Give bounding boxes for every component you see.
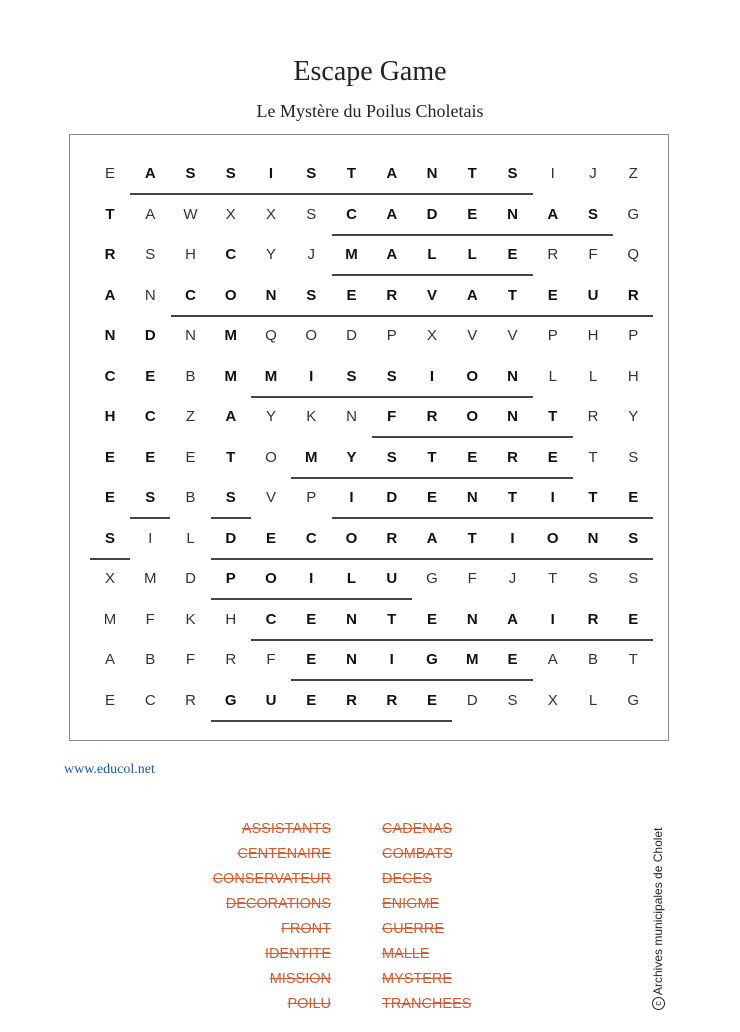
grid-cell[interactable]: E xyxy=(426,489,437,506)
grid-cell[interactable]: E xyxy=(467,448,478,466)
grid-cell[interactable]: U xyxy=(386,570,398,587)
grid-cell[interactable]: U xyxy=(587,286,599,304)
grid-cell[interactable]: E xyxy=(306,691,317,709)
grid-cell[interactable]: B xyxy=(145,651,156,668)
word-list-item: IDENTITE xyxy=(264,946,331,962)
found-word-line xyxy=(251,639,653,641)
grid-cell[interactable]: E xyxy=(547,286,558,304)
grid-cell[interactable]: T xyxy=(387,610,397,628)
word-list-left xyxy=(213,817,331,1017)
grid-cell[interactable]: R xyxy=(507,448,518,466)
grid-cell[interactable]: E xyxy=(547,448,558,466)
grid-cell[interactable]: D xyxy=(386,489,398,506)
grid-cell[interactable]: M xyxy=(345,246,358,263)
grid-cell[interactable]: C xyxy=(185,286,196,304)
found-word-line xyxy=(130,517,170,519)
grid-cell[interactable]: Z xyxy=(628,165,638,182)
grid-cell[interactable]: N xyxy=(265,286,277,304)
grid-cell[interactable]: E xyxy=(628,489,639,506)
educol-link[interactable]: www.educol.net xyxy=(64,762,155,777)
grid-cell[interactable]: E xyxy=(185,448,196,466)
grid-cell[interactable]: P xyxy=(628,327,639,344)
grid-cell[interactable]: S xyxy=(225,489,236,506)
word-list-item: ENIGME xyxy=(382,896,440,912)
word-list-item: FRONT xyxy=(281,921,331,937)
grid-cell[interactable]: E xyxy=(628,610,639,628)
grid-cell[interactable]: S xyxy=(628,448,639,466)
grid-cell[interactable]: O xyxy=(305,327,318,344)
grid-cell[interactable]: M xyxy=(224,327,237,344)
grid-cell[interactable]: I xyxy=(429,367,435,385)
grid-cell[interactable]: F xyxy=(266,651,276,668)
grid-cell[interactable]: R xyxy=(386,529,398,547)
grid-cell[interactable]: E xyxy=(306,610,317,628)
grid-cell[interactable]: Q xyxy=(265,327,277,344)
grid-cell[interactable]: I xyxy=(148,529,153,547)
grid-cell[interactable]: Y xyxy=(346,448,357,466)
grid-cell[interactable]: O xyxy=(265,448,277,466)
grid-cell[interactable]: A xyxy=(386,165,398,182)
grid-cell[interactable]: M xyxy=(466,651,479,668)
grid-cell[interactable]: S xyxy=(386,367,397,385)
grid-cell[interactable]: I xyxy=(268,165,274,182)
grid-cell[interactable]: L xyxy=(588,691,598,709)
grid-cell[interactable]: F xyxy=(588,246,598,263)
found-word-line xyxy=(332,274,533,276)
page-title: Escape Game xyxy=(293,56,447,87)
grid-cell[interactable]: I xyxy=(309,570,314,587)
grid-cell[interactable]: E xyxy=(104,489,115,506)
found-word-line xyxy=(372,436,573,438)
grid-cell[interactable]: A xyxy=(225,408,237,425)
grid-cell[interactable]: S xyxy=(306,165,317,182)
grid-cell[interactable]: O xyxy=(265,570,277,587)
grid-cell[interactable]: Z xyxy=(185,408,196,425)
grid-cell[interactable]: D xyxy=(466,691,478,709)
grid-cell[interactable]: H xyxy=(104,408,116,425)
grid-cell[interactable]: C xyxy=(305,529,317,547)
grid-cell[interactable]: D xyxy=(346,327,357,344)
grid-cell[interactable]: U xyxy=(265,691,277,709)
grid-cell[interactable]: L xyxy=(548,367,557,385)
grid-cell[interactable]: T xyxy=(105,205,115,223)
grid-cell[interactable]: F xyxy=(467,570,477,587)
grid-cell[interactable]: F xyxy=(145,610,155,628)
grid-cell[interactable]: R xyxy=(627,286,639,304)
grid-cell[interactable]: I xyxy=(349,489,354,506)
credit-label: Archives municipales de Cholet xyxy=(651,827,665,995)
found-word-line xyxy=(211,558,654,560)
grid-cell[interactable]: E xyxy=(306,651,317,668)
grid-cell[interactable]: S xyxy=(145,489,156,506)
grid-cell[interactable]: B xyxy=(185,367,196,385)
grid-cell[interactable]: I xyxy=(550,165,555,182)
grid-cell[interactable]: J xyxy=(589,165,597,182)
found-word-line xyxy=(90,558,130,560)
grid-cell[interactable]: C xyxy=(104,367,116,385)
grid-cell[interactable]: F xyxy=(387,408,397,425)
grid-cell[interactable]: N xyxy=(507,367,518,385)
grid-cell[interactable]: T xyxy=(588,448,598,466)
grid-cell[interactable]: N xyxy=(426,165,438,182)
grid-cell[interactable]: X xyxy=(426,327,437,344)
found-word-line xyxy=(211,720,452,722)
grid-cell[interactable]: P xyxy=(225,570,236,587)
grid-cell[interactable]: S xyxy=(587,205,598,223)
grid-cell[interactable]: N xyxy=(346,408,357,425)
grid-cell[interactable]: P xyxy=(306,489,317,506)
word-list-item: DECES xyxy=(382,871,432,887)
found-word-line xyxy=(171,315,654,317)
grid-cell[interactable]: V xyxy=(467,327,478,344)
grid-cell[interactable]: R xyxy=(386,691,398,709)
grid-cell[interactable]: I xyxy=(309,367,314,385)
grid-cell[interactable]: A xyxy=(386,246,398,263)
grid-cell[interactable]: V xyxy=(426,286,437,304)
grid-cell[interactable]: H xyxy=(185,246,196,263)
grid-cell[interactable]: A xyxy=(507,610,518,628)
grid-cell[interactable]: F xyxy=(185,651,196,668)
grid-cell[interactable]: T xyxy=(467,529,477,547)
grid-cell[interactable]: M xyxy=(103,610,117,628)
grid-cell[interactable]: E xyxy=(507,246,518,263)
found-word-line xyxy=(251,396,533,398)
grid-cell[interactable]: D xyxy=(225,529,237,547)
grid-cell[interactable]: C xyxy=(265,610,277,628)
grid-cell[interactable]: E xyxy=(104,691,115,709)
grid-cell[interactable]: R xyxy=(346,691,357,709)
found-word-line xyxy=(291,679,532,681)
grid-cell[interactable]: X xyxy=(547,691,558,709)
grid-cell[interactable]: P xyxy=(547,327,558,344)
word-list-right xyxy=(382,817,471,1017)
grid-cell[interactable]: A xyxy=(145,205,156,223)
grid-cell[interactable]: Q xyxy=(627,246,640,263)
grid-cell[interactable]: R xyxy=(386,286,398,304)
grid-cell[interactable]: I xyxy=(389,651,394,668)
grid-cell[interactable]: T xyxy=(628,651,638,668)
grid-cell[interactable]: Y xyxy=(265,408,276,425)
page-subtitle: Le Mystère du Poilus Choletais xyxy=(256,101,484,121)
grid-cell[interactable]: M xyxy=(264,367,278,385)
grid-cell[interactable]: M xyxy=(144,570,157,587)
grid-cell[interactable]: T xyxy=(507,489,518,506)
grid-cell[interactable]: D xyxy=(426,205,438,223)
grid-cell[interactable]: L xyxy=(346,570,357,587)
grid-cell[interactable]: A xyxy=(547,651,558,668)
grid-cell[interactable]: B xyxy=(185,489,196,506)
grid-cell[interactable]: E xyxy=(426,610,437,628)
found-word-line xyxy=(291,477,573,479)
grid-cell[interactable]: M xyxy=(224,367,237,385)
grid-cell[interactable]: O xyxy=(224,286,237,304)
grid-cell[interactable]: T xyxy=(226,448,236,466)
grid-cell[interactable]: R xyxy=(547,246,559,263)
grid-cell[interactable]: G xyxy=(426,570,438,587)
grid-cell[interactable]: N xyxy=(144,286,156,304)
grid-cell[interactable]: N xyxy=(346,610,357,628)
grid-cell[interactable]: E xyxy=(265,529,276,547)
grid-cell[interactable]: T xyxy=(346,165,357,182)
grid-cell[interactable]: A xyxy=(104,286,116,304)
grid-cell[interactable]: C xyxy=(144,408,156,425)
grid-cell[interactable]: O xyxy=(466,408,479,425)
grid-cell[interactable]: T xyxy=(507,286,518,304)
grid-cell[interactable]: A xyxy=(426,529,438,547)
grid-cell[interactable]: R xyxy=(225,651,237,668)
word-list-item: CENTENAIRE xyxy=(237,846,331,862)
grid-cell[interactable]: Y xyxy=(265,246,276,263)
word-list-item: COMBATS xyxy=(382,846,453,862)
word-list-item: ASSISTANTS xyxy=(241,821,331,837)
found-word-line xyxy=(332,234,614,236)
grid-cell[interactable]: L xyxy=(427,246,437,263)
word-list-item: MALLE xyxy=(382,946,430,962)
word-list-item: GUERRE xyxy=(382,921,445,937)
grid-cell[interactable]: A xyxy=(547,205,559,223)
grid-cell[interactable]: O xyxy=(466,367,479,385)
found-word-line xyxy=(332,517,654,519)
grid-cell[interactable]: A xyxy=(466,286,478,304)
grid-cell[interactable]: S xyxy=(346,367,357,385)
grid-cell[interactable]: N xyxy=(466,489,478,506)
grid-cell[interactable]: S xyxy=(386,448,397,466)
grid-cell[interactable]: E xyxy=(467,205,478,223)
grid-cell[interactable]: S xyxy=(104,529,115,547)
word-list-item: CADENAS xyxy=(382,821,453,837)
grid-cell[interactable]: E xyxy=(426,691,437,709)
grid-cell[interactable]: K xyxy=(306,408,317,425)
grid-cell[interactable]: D xyxy=(144,327,156,344)
grid-cell[interactable]: K xyxy=(185,610,196,628)
grid-cell[interactable]: T xyxy=(467,165,477,182)
grid-cell[interactable]: N xyxy=(466,610,478,628)
grid-cell[interactable]: D xyxy=(185,570,196,587)
grid-cell[interactable]: X xyxy=(104,570,115,587)
grid-cell[interactable]: E xyxy=(507,651,518,668)
found-word-line xyxy=(130,193,532,195)
grid-cell[interactable]: E xyxy=(145,367,156,385)
grid-cell[interactable]: S xyxy=(145,246,156,263)
grid-cell[interactable]: J xyxy=(307,246,315,263)
grid-cell[interactable]: C xyxy=(144,691,156,709)
grid-cell[interactable]: I xyxy=(510,529,515,547)
word-list-item: CONSERVATEUR xyxy=(212,871,331,887)
grid-cell[interactable]: R xyxy=(587,610,599,628)
word-list-item: MISSION xyxy=(269,971,331,987)
grid-cell[interactable]: V xyxy=(265,489,276,506)
grid-cell[interactable]: I xyxy=(550,489,555,506)
grid-cell[interactable]: G xyxy=(426,651,438,668)
credit-text xyxy=(650,810,666,1010)
grid-cell[interactable]: S xyxy=(587,570,598,587)
found-word-line xyxy=(211,517,251,519)
grid-cell[interactable]: N xyxy=(507,408,518,425)
grid-cell[interactable]: R xyxy=(104,246,116,263)
grid-cell[interactable]: A xyxy=(104,651,115,668)
word-list-item: POILU xyxy=(287,996,331,1012)
grid-cell[interactable]: A xyxy=(144,165,156,182)
grid-cell[interactable]: T xyxy=(588,489,598,506)
grid-cell[interactable]: S xyxy=(306,286,317,304)
found-word-line xyxy=(211,598,412,600)
grid-cell[interactable]: H xyxy=(627,367,639,385)
grid-cell[interactable]: N xyxy=(104,327,116,344)
grid-cell[interactable]: N xyxy=(507,205,518,223)
grid-cell[interactable]: S xyxy=(225,165,236,182)
grid-cell[interactable]: R xyxy=(426,408,438,425)
grid-cell[interactable]: N xyxy=(185,327,196,344)
grid-cell[interactable]: T xyxy=(427,448,437,466)
grid-cell[interactable]: Y xyxy=(628,408,639,425)
grid-cell[interactable]: C xyxy=(225,246,237,263)
grid-cell[interactable]: L xyxy=(186,529,195,547)
grid-cell[interactable]: V xyxy=(507,327,518,344)
grid-cell[interactable]: G xyxy=(627,691,640,709)
grid-cell[interactable]: L xyxy=(467,246,477,263)
grid-cell[interactable]: S xyxy=(507,691,518,709)
grid-cell[interactable]: P xyxy=(386,327,397,344)
copyright-icon: c xyxy=(652,997,665,1010)
grid-cell[interactable]: N xyxy=(346,651,357,668)
grid-cell[interactable]: E xyxy=(104,165,115,182)
grid-cell[interactable]: R xyxy=(185,691,196,709)
grid-cell[interactable]: B xyxy=(587,651,598,668)
grid-cell[interactable]: W xyxy=(183,205,198,223)
grid-cell[interactable]: H xyxy=(225,610,237,628)
grid-cell[interactable]: C xyxy=(346,205,357,223)
grid-cell[interactable]: N xyxy=(587,529,599,547)
grid-cell[interactable]: S xyxy=(628,570,639,587)
grid-cell[interactable]: E xyxy=(104,448,115,466)
grid-cell[interactable]: S xyxy=(628,529,639,547)
grid-cell[interactable]: G xyxy=(224,691,237,709)
grid-cell[interactable]: I xyxy=(550,610,555,628)
word-list-item: MYSTERE xyxy=(382,971,453,987)
grid-cell[interactable]: H xyxy=(587,327,599,344)
grid-cell[interactable]: L xyxy=(588,367,598,385)
word-list-item: TRANCHEES xyxy=(382,996,472,1012)
grid-cell[interactable]: S xyxy=(306,205,317,223)
grid-cell[interactable]: X xyxy=(265,205,276,223)
grid-cell[interactable]: E xyxy=(346,286,357,304)
grid-cell[interactable]: R xyxy=(587,408,599,425)
grid-cell[interactable]: E xyxy=(145,448,156,466)
grid-cell[interactable]: S xyxy=(507,165,518,182)
grid-cell[interactable]: T xyxy=(548,570,558,587)
grid-cell[interactable]: X xyxy=(225,205,236,223)
grid-cell[interactable]: T xyxy=(548,408,558,425)
grid-cell[interactable]: O xyxy=(546,529,559,547)
grid-cell[interactable]: M xyxy=(305,448,318,466)
grid-cell[interactable]: S xyxy=(185,165,196,182)
grid-cell[interactable]: A xyxy=(386,205,398,223)
grid-cell[interactable]: G xyxy=(627,205,640,223)
word-list-item: DECORATIONS xyxy=(225,896,331,912)
grid-cell[interactable]: O xyxy=(345,529,358,547)
grid-cell[interactable]: J xyxy=(508,570,517,587)
